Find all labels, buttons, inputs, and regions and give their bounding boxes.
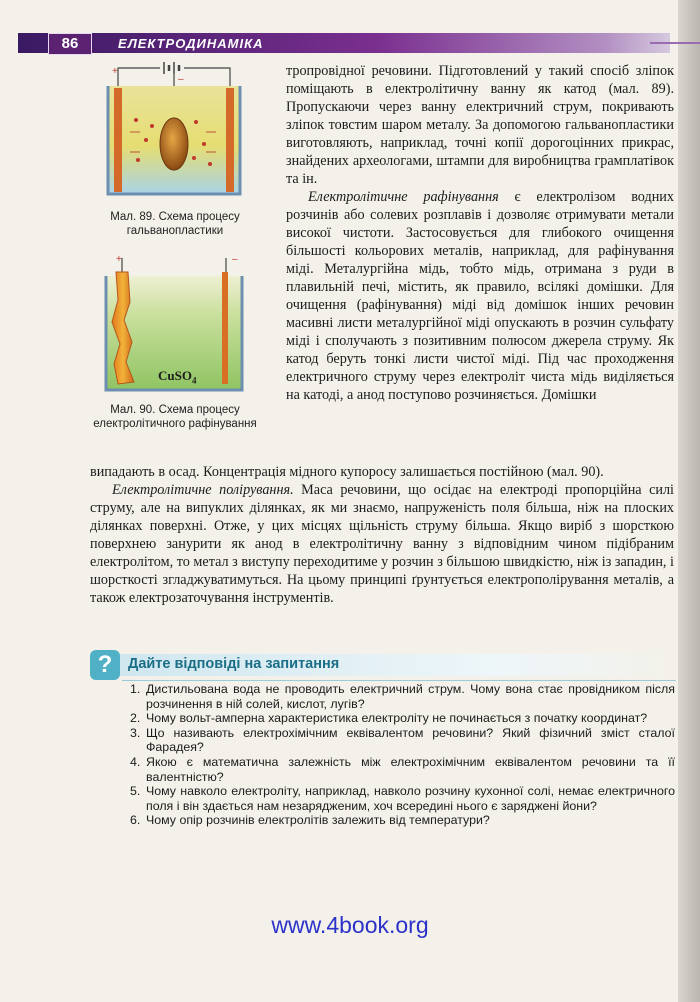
question-number: 2. — [130, 711, 141, 726]
question-text: Чому навколо електроліту, наприклад, навколо розчину кухонної солі, немає електричного поля і він здається нам незарядженим, хоч всередині нього є заряджені йони? — [146, 784, 675, 813]
page-edge — [678, 0, 700, 1002]
page-number: 86 — [48, 33, 92, 55]
paragraph-galvanoplasty: тропровідної речовини. Підготовлений у такий спосіб зліпок поміщають в електролітичну ванну як катод (мал. 89). Пропускаючи через ванну електричний струм, покривають зліпок товстим шаром металу. За допомогою гальванопластики виготовляють, наприклад, точні копії дорогоцінних прикрас, знайдених археологами, штампи для виробництва грамплатівок та ін. — [286, 63, 674, 187]
question-number: 3. — [130, 725, 141, 740]
electrolyte-formula: CuSO — [158, 368, 192, 383]
question-number: 4. — [130, 754, 141, 769]
website-link[interactable]: www.4book.org — [271, 912, 429, 938]
question-text: Якою є математична залежність між електрохімічним еквівалентом речовини та її валентністю? — [146, 754, 675, 784]
questions-title: Дайте відповіді на запитання — [128, 656, 340, 672]
figure-89-caption: Мал. 89. Схема процесу гальванопластики — [110, 211, 240, 237]
figure-90-caption: Мал. 90. Схема процесу електролітичного рафінування — [93, 404, 257, 430]
question-item — [130, 784, 675, 813]
question-mark-icon: ? — [90, 650, 120, 680]
header-bar — [18, 33, 670, 53]
section-title: ЕЛЕКТРОДИНАМІКА — [118, 36, 264, 51]
electrolyte-subscript: 4 — [191, 375, 197, 386]
question-number: 1. — [130, 682, 141, 696]
question-text: Чому вольт-амперна характеристика електроліту не починається з початку координат? — [146, 711, 648, 726]
galvanoplasty-diagram — [100, 60, 248, 200]
header-rule — [650, 42, 700, 44]
question-item — [130, 755, 675, 784]
question-item — [130, 813, 675, 828]
negative-terminal-label: – — [178, 74, 184, 85]
full-width-text — [90, 463, 674, 607]
question-text: Що називають електрохімічним еквівалентом речовини? Який фізичний зміст сталої Фарадея? — [146, 725, 675, 755]
question-number: 6. — [130, 813, 141, 828]
figure-electrolytic-refining — [100, 252, 248, 394]
questions-list — [130, 682, 675, 828]
question-text: Дистильована вода не проводить електричний струм. Чому вона стає провідником після розчинення в ній солей, кислот, лугів? — [146, 682, 675, 711]
paragraph-polishing — [90, 481, 674, 607]
positive-terminal-label: + — [116, 254, 122, 265]
questions-divider — [122, 680, 676, 681]
question-item — [130, 682, 675, 711]
question-item — [130, 711, 675, 726]
figure-galvanoplasty — [100, 60, 248, 200]
positive-terminal-label: + — [112, 66, 118, 77]
paragraph-polishing-body: Маса речовини, що осідає на електроді пропорційна силі струму, але на випуклих ділянках, як ми знаємо, напруженість поля більша, ніж на плоских ділянках поверхні. Отже, у цих місцях щільність струму більша. Якщо виріб з шорсткою поверхнею занурити як анод в електролітичну ванну з відповідним чином підібраним електролітом, то метал з виступу переходитиме у розчин з більшою швидкістю, ніж із западин, і шорсткості згладжуватимуться. На цьому принципі ґрунтується електрополірування металів, а також електрозаточування інструментів. — [90, 482, 674, 606]
question-item — [130, 726, 675, 755]
paragraph-refining-body: є електролізом водних розчинів або солевих розплавів і дозволяє отримувати метали високої чистоти. Застосовується для глибокого очищення більшості кольорових металів, наприклад, для рафінування міді. Металургійна мідь, тобто мідь, отримана з руди в плавильній печі, містить, як правило, всілякі домішки. Для очищення (рафінування) міді від домішок інших речовин масивні листи металургійної міді опускають в розчин сульфату міді і сполучають з позитивним полюсом джерела струму. Як катод беруть тонкі листи чистої міді. Під час проходження електричного струму через електроліт чиста мідь виділяється на катоді, а анод поступово розчиняється. Домішки — [286, 189, 674, 403]
paragraph-refining — [286, 188, 674, 404]
term-refining: Електролітичне рафінування — [308, 189, 499, 205]
electrolyte-label — [158, 368, 196, 386]
questions-section — [90, 650, 676, 860]
negative-terminal-label: – — [232, 254, 238, 265]
paragraph-refining-continued: випадають в осад. Концентрація мідного купоросу залишається постійною (мал. 90). — [90, 464, 604, 480]
question-number: 5. — [130, 784, 141, 799]
question-text: Чому опір розчинів електролітів залежить від температури? — [146, 813, 490, 828]
term-polishing: Електролітичне полірування. — [112, 482, 294, 498]
right-column-text — [286, 62, 674, 404]
